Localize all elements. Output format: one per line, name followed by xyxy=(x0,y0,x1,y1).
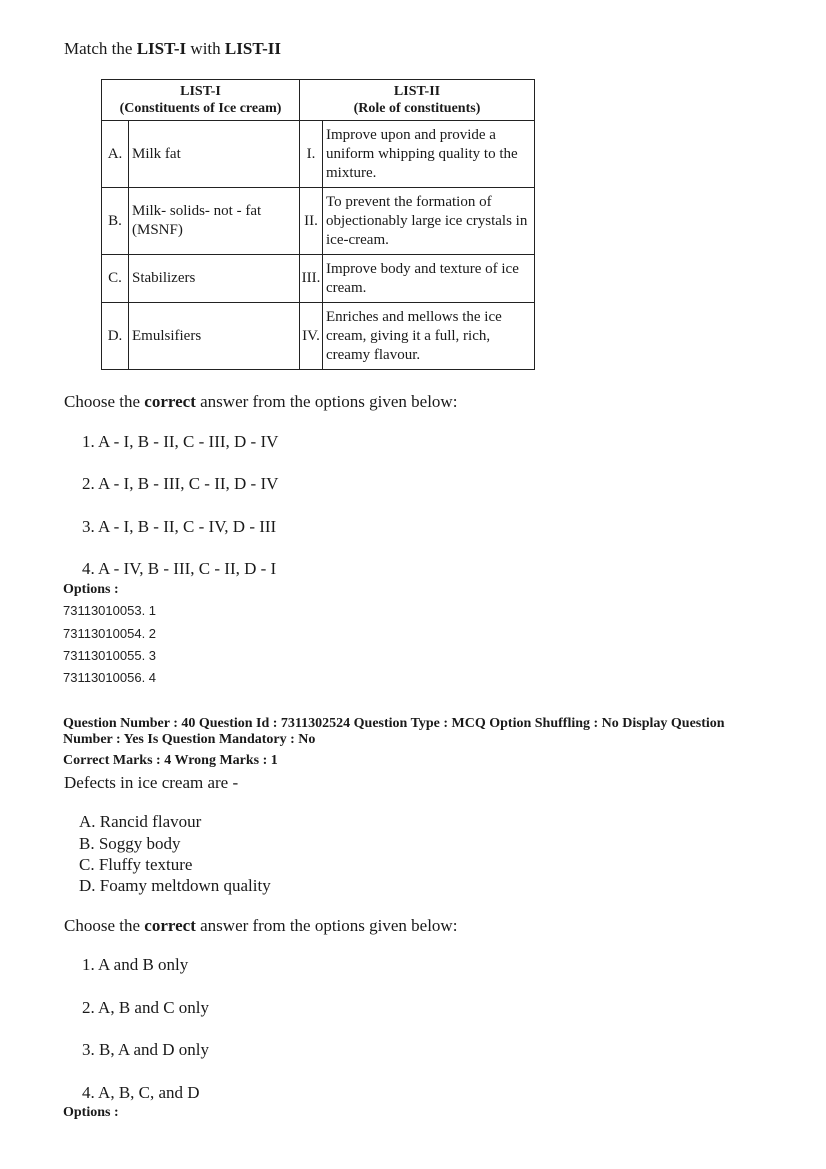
role-label: II. xyxy=(300,188,323,255)
table-row xyxy=(102,255,535,303)
choose-prompt: Choose the correct answer from the options given below: xyxy=(64,392,458,411)
answer-option-4: 4. A, B, C, and D xyxy=(82,1083,200,1102)
answer-option-3: 3. B, A and D only xyxy=(82,1040,210,1059)
table-row xyxy=(102,188,535,255)
role-cell: Improve body and texture of ice cream. xyxy=(323,255,535,303)
list2-header: LIST-II (Role of constituents) xyxy=(300,80,535,121)
row-label: A. xyxy=(102,121,129,188)
table-header-row xyxy=(102,80,535,121)
list-item: C. Fluffy texture xyxy=(79,855,193,874)
answer-option-1: 1. A and B only xyxy=(82,955,189,974)
constituent-cell: Milk fat xyxy=(129,121,300,188)
list1-header: LIST-I (Constituents of Ice cream) xyxy=(102,80,300,121)
prompt-text-mid: with xyxy=(186,39,225,58)
question-meta: Question Number : 40 Question Id : 7311302524 Question Type : MCQ Option Shuffling : No Display Question Number : Yes Is Question Mandatory : No xyxy=(63,716,725,747)
row-label: B. xyxy=(102,188,129,255)
list-item: A. Rancid flavour xyxy=(79,812,202,831)
role-label: I. xyxy=(300,121,323,188)
choose-prompt: Choose the correct answer from the options given below: xyxy=(64,916,458,935)
marks-info: Correct Marks : 4 Wrong Marks : 1 xyxy=(63,753,278,768)
role-label: III. xyxy=(300,255,323,303)
row-label: C. xyxy=(102,255,129,303)
answer-option-1: 1. A - I, B - II, C - III, D - IV xyxy=(82,432,279,451)
constituent-cell: Milk- solids- not - fat (MSNF) xyxy=(129,188,300,255)
answer-option-4: 4. A - IV, B - III, C - II, D - I xyxy=(82,559,277,578)
prompt-text: Match the xyxy=(64,39,137,58)
prompt-list1: LIST-I xyxy=(136,39,187,58)
answer-option-2: 2. A - I, B - III, C - II, D - IV xyxy=(82,474,279,493)
option-id: 73113010056. 4 xyxy=(63,670,157,685)
role-cell: Enriches and mellows the ice cream, giving it a full, rich, creamy flavour. xyxy=(323,303,535,370)
table-row xyxy=(102,303,535,370)
list-item: B. Soggy body xyxy=(79,834,181,853)
option-id: 73113010053. 1 xyxy=(63,603,157,618)
constituent-cell: Emulsifiers xyxy=(129,303,300,370)
list-item: D. Foamy meltdown quality xyxy=(79,876,271,895)
prompt-list2: LIST-II xyxy=(224,39,281,58)
constituent-cell: Stabilizers xyxy=(129,255,300,303)
match-prompt xyxy=(64,39,281,59)
role-cell: To prevent the formation of objectionably large ice crystals in ice-cream. xyxy=(323,188,535,255)
match-table xyxy=(101,79,535,370)
table-row xyxy=(102,121,535,188)
question-prompt: Defects in ice cream are - xyxy=(64,773,239,792)
role-cell: Improve upon and provide a uniform whipping quality to the mixture. xyxy=(323,121,535,188)
role-label: IV. xyxy=(300,303,323,370)
row-label: D. xyxy=(102,303,129,370)
answer-option-2: 2. A, B and C only xyxy=(82,998,210,1017)
option-id: 73113010055. 3 xyxy=(63,648,157,663)
options-label: Options : xyxy=(63,582,119,597)
option-id: 73113010054. 2 xyxy=(63,626,157,641)
answer-option-3: 3. A - I, B - II, C - IV, D - III xyxy=(82,517,277,536)
options-label: Options : xyxy=(63,1105,119,1120)
